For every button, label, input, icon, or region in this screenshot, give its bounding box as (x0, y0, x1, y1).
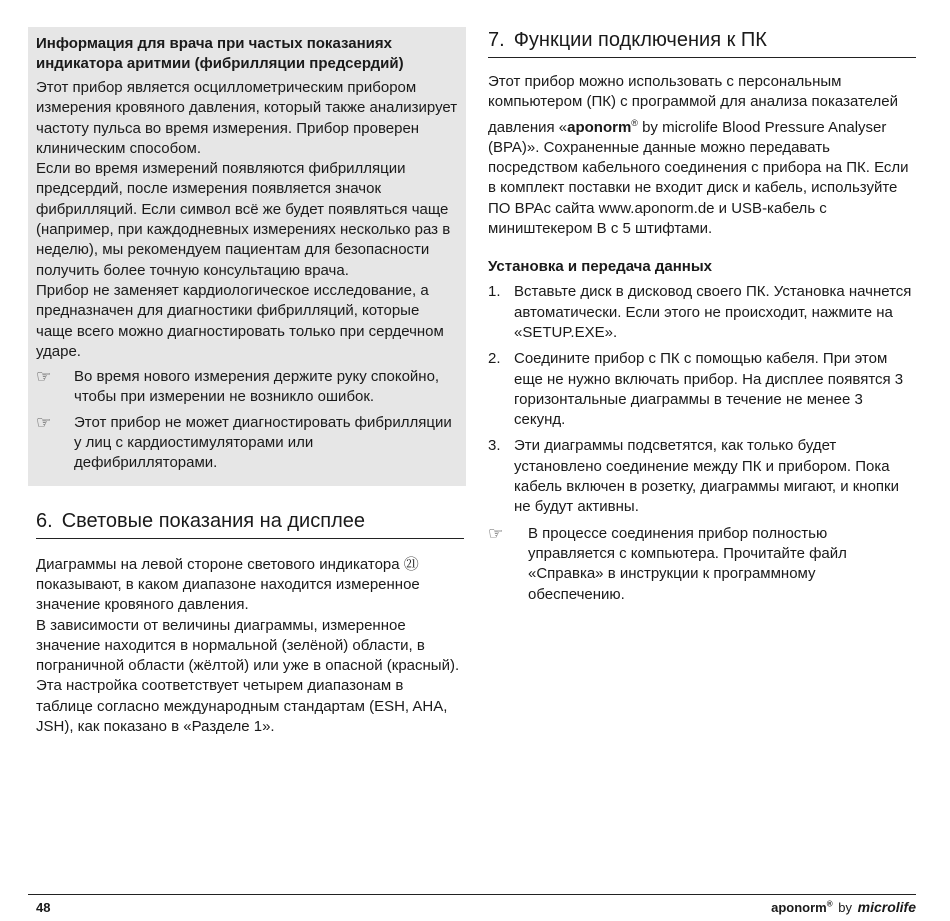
info-note-1 (36, 367, 458, 408)
step-item: 3. Эти диаграммы подсветятся, как только будет установлено соединение между ПК и прибором. Пока кабель включен в розетку, диаграммы мигают, и кнопки не будут активны. (488, 437, 899, 516)
microlife-logo: microlife (857, 899, 916, 915)
page-number: 48 (36, 900, 51, 915)
info-note-2 (36, 413, 458, 474)
info-paragraph-1: Этот прибор является осциллометрическим прибором измерения кровяного давления, который также анализирует частоту пульса во время измерения. Прибор проверен клиническим способом. (36, 79, 458, 157)
pointing-hand-icon: ☞ (36, 412, 52, 432)
reference-21-icon: ㉑ (403, 555, 419, 573)
pointing-hand-icon: ☞ (36, 367, 52, 387)
section-7-body (488, 72, 916, 605)
info-box-title: Информация для врача при частых показаниях индикатора аритмии (фибрилляции предсердий) (36, 35, 404, 72)
section-6-paragraph-2: В зависимости от величины диаграммы, измеренное значение находится в нормальной (зелёной) области, в пограничной области (жёлтой) или уже в опасной (красный). Эта настройка соответствует четырем диапазонам в таблице согласно международным стандартам (ESH, AHA, JSH), как показано в «Разделе 1». (36, 616, 460, 736)
section-6-body (36, 555, 464, 738)
right-column (488, 27, 916, 605)
section-7-number: 7. (488, 29, 505, 51)
info-note-text-2: Этот прибор не может диагностировать фибрилляции у лиц с кардиостимуляторами или дефибрилляторами. (74, 413, 452, 472)
step-item: 1. Вставьте диск в дисковод своего ПК. Установка начнется автоматически. Если этого не происходит, нажмите на «SETUP.EXE». (488, 283, 912, 341)
pointing-hand-icon: ☞ (488, 523, 504, 543)
section-7-heading (488, 27, 916, 58)
section-7-title: Функции подключения к ПК (513, 29, 767, 51)
info-paragraph-3: Прибор не заменяет кардиологическое исследование, а предназначен для диагностики фибрилляций, которые чаще всего можно диагностировать только при сердечном ударе. (36, 281, 444, 360)
info-box-arrhythmia (28, 27, 466, 486)
section-6-title: Световые показания на дисплее (61, 509, 365, 532)
section-7 (488, 27, 916, 605)
step-item: 2. Соедините прибор с ПК с помощью кабеля. При этом еще не нужно включать прибор. На дисплее появятся 3 горизонтальные диаграммы в течение не менее 3 секунд. (488, 350, 904, 429)
info-paragraph-2: Если во время измерений появляются фибрилляции предсердий, после измерения появляется значок фибрилляций. Если символ всё же будет появляться чаще (например, при каждодневных измерениях несколько раз в неделю), мы рекомендуем пациентам для безопасности получить более точную консультацию врача. (36, 160, 451, 279)
section-7-note (488, 524, 916, 605)
section-6 (28, 508, 464, 738)
section-6-paragraph-1: Диаграммы на левой стороне светового индикатора ㉑ показывают, в каком диапазоне находится измеренное значение кровяного давления. (36, 555, 420, 614)
install-subheading: Установка и передача данных (488, 258, 713, 276)
section-7-intro: Этот прибор можно использовать с персональным компьютером (ПК) с программой для анализа показателей давления «aponorm® by microlife Blood Pressure Analyser (BPA)». Сохраненные данные можно передавать посредством кабельного соединения с прибора на ПК. Если в комплект поставки не входит диск и кабель, используйте ПО BPAc сайта www.aponorm.de и USB-кабель с миништекером B с 5 штифтами. (488, 73, 909, 238)
footer-brand: aponorm® by microlife (771, 899, 916, 915)
section-6-heading (36, 508, 464, 539)
section-7-note-text: В процессе соединения прибор полностью управляется с компьютера. Прочитайте файл «Справка» в инструкции к программному обеспечению. (528, 524, 847, 603)
footer-divider (28, 894, 916, 895)
info-note-text-1: Во время нового измерения держите руку спокойно, чтобы при измерении не возникло ошибок. (74, 368, 440, 406)
aponorm-brand-text: aponorm (567, 118, 632, 136)
section-6-number: 6. (36, 509, 53, 532)
left-column (28, 27, 466, 737)
